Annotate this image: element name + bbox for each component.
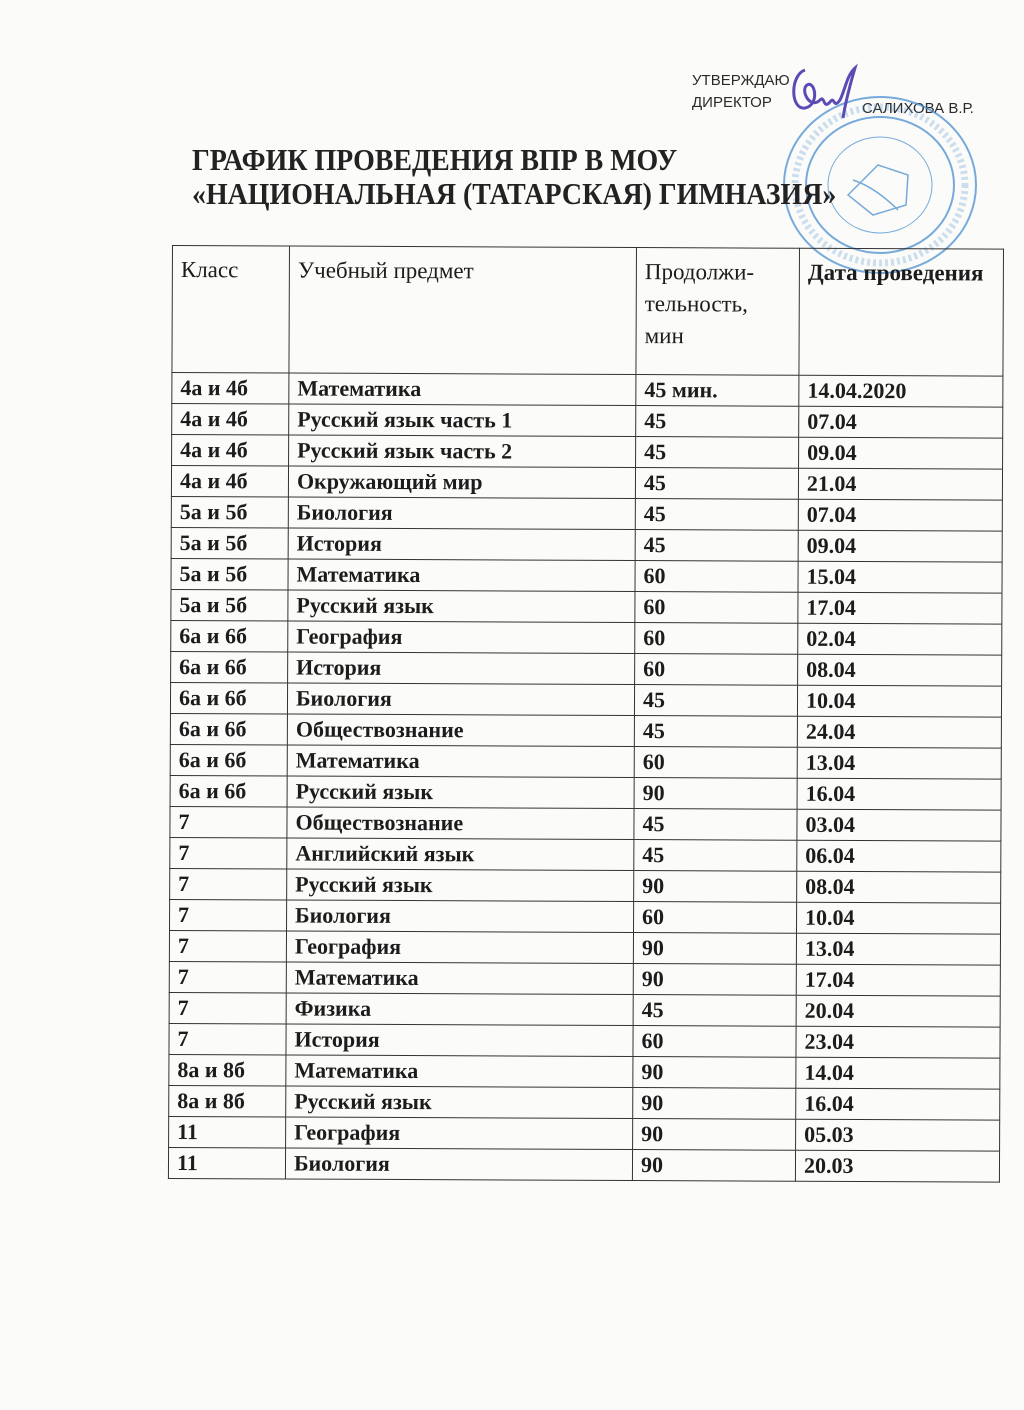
- date-cell: 10.04: [797, 685, 1001, 717]
- subject-cell: Биология: [287, 683, 634, 716]
- table-row: [170, 713, 1001, 748]
- table-row: [168, 1147, 999, 1182]
- duration-cell: 45: [634, 809, 797, 841]
- table-row: [172, 404, 1003, 439]
- class-cell: 6а и 6б: [170, 713, 287, 745]
- date-cell: 13.04: [796, 933, 1000, 965]
- duration-cell: 90: [633, 1088, 796, 1120]
- title-line-1: ГРАФИК ПРОВЕДЕНИЯ ВПР В МОУ: [192, 142, 678, 177]
- subject-cell: Биология: [287, 900, 634, 933]
- table-row: [169, 1054, 1000, 1089]
- header-subject: Учебный предмет: [289, 246, 637, 375]
- date-cell: 09.04: [798, 530, 1002, 562]
- duration-cell: 60: [635, 592, 798, 624]
- subject-cell: Биология: [285, 1148, 632, 1181]
- duration-cell: 90: [633, 1057, 796, 1089]
- table-row: [171, 589, 1002, 624]
- class-cell: 6а и 6б: [170, 775, 287, 807]
- subject-cell: Русский язык: [287, 869, 634, 902]
- subject-cell: Русский язык часть 1: [289, 404, 636, 437]
- duration-cell: 60: [634, 902, 797, 934]
- date-cell: 20.03: [795, 1150, 999, 1182]
- subject-cell: История: [288, 652, 635, 685]
- table-row: [172, 435, 1003, 470]
- table-row: [170, 868, 1001, 903]
- date-cell: 24.04: [797, 716, 1001, 748]
- subject-cell: География: [286, 1117, 633, 1150]
- header-date: Дата проведения: [799, 248, 1004, 376]
- date-cell: 05.03: [796, 1119, 1000, 1151]
- class-cell: 7: [169, 992, 286, 1024]
- duration-cell: 90: [634, 778, 797, 810]
- table-row: [171, 620, 1002, 655]
- director-name: САЛИХОВА В.Р.: [862, 100, 974, 117]
- duration-cell: 60: [633, 1026, 796, 1058]
- date-cell: 16.04: [796, 1088, 1000, 1120]
- table-row: [169, 1023, 1000, 1058]
- schedule-table: [168, 245, 1004, 1183]
- subject-cell: Математика: [289, 373, 636, 406]
- subject-cell: Русский язык: [287, 776, 634, 809]
- class-cell: 7: [170, 868, 287, 900]
- table-row: [171, 527, 1002, 562]
- duration-cell: 45: [634, 840, 797, 872]
- duration-cell: 90: [632, 1150, 795, 1182]
- class-cell: 7: [170, 899, 287, 931]
- table-row: [169, 930, 1000, 965]
- class-cell: 4а и 4б: [171, 466, 288, 498]
- subject-cell: История: [286, 1024, 633, 1057]
- header-duration: Продолжи-тельность, мин: [636, 248, 800, 376]
- duration-cell: 45: [634, 716, 797, 748]
- date-cell: 23.04: [796, 1026, 1000, 1058]
- date-cell: 07.04: [799, 406, 1003, 438]
- approval-label: УТВЕРЖДАЮ: [692, 72, 790, 89]
- subject-cell: Физика: [286, 993, 633, 1026]
- subject-cell: Русский язык: [286, 1086, 633, 1119]
- date-cell: 02.04: [798, 623, 1002, 655]
- subject-cell: Русский язык часть 2: [289, 435, 636, 468]
- duration-cell: 45: [636, 437, 799, 469]
- date-cell: 16.04: [797, 778, 1001, 810]
- table-row: [170, 682, 1001, 717]
- table-row: [170, 744, 1001, 779]
- duration-cell: 45: [636, 406, 799, 438]
- date-cell: 10.04: [797, 902, 1001, 934]
- subject-cell: География: [288, 621, 635, 654]
- class-cell: 8а и 8б: [169, 1085, 286, 1117]
- table-row: [172, 373, 1003, 408]
- subject-cell: Математика: [288, 559, 635, 592]
- table-row: [170, 806, 1001, 841]
- class-cell: 6а и 6б: [171, 620, 288, 652]
- subject-cell: История: [288, 528, 635, 561]
- subject-cell: Обществознание: [287, 714, 634, 747]
- class-cell: 7: [169, 961, 286, 993]
- subject-cell: Математика: [286, 962, 633, 995]
- duration-cell: 45: [633, 995, 796, 1027]
- date-cell: 21.04: [798, 468, 1002, 500]
- duration-cell: 60: [635, 654, 798, 686]
- table-row: [171, 496, 1002, 531]
- class-cell: 6а и 6б: [170, 682, 287, 714]
- class-cell: 11: [169, 1116, 286, 1148]
- date-cell: 08.04: [797, 871, 1001, 903]
- header-class: Класс: [172, 246, 290, 374]
- subject-cell: Окружающий мир: [288, 466, 635, 499]
- class-cell: 7: [170, 837, 287, 869]
- duration-cell: 90: [633, 933, 796, 965]
- table-row: [169, 961, 1000, 996]
- table-row: [170, 899, 1001, 934]
- date-cell: 09.04: [799, 437, 1003, 469]
- approval-block: [692, 70, 974, 117]
- table-row: [169, 1085, 1000, 1120]
- table-row: [169, 992, 1000, 1027]
- title-line-2: «НАЦИОНАЛЬНАЯ (ТАТАРСКАЯ) ГИМНАЗИЯ»: [192, 176, 837, 211]
- header-row: [172, 246, 1004, 377]
- class-cell: 8а и 8б: [169, 1054, 286, 1086]
- date-cell: 07.04: [798, 499, 1002, 531]
- subject-cell: Математика: [286, 1055, 633, 1088]
- duration-cell: 60: [635, 561, 798, 593]
- table-row: [170, 775, 1001, 810]
- subject-cell: География: [286, 931, 633, 964]
- class-cell: 6а и 6б: [171, 651, 288, 683]
- date-cell: 08.04: [798, 654, 1002, 686]
- signature: [785, 60, 865, 120]
- duration-cell: 60: [634, 747, 797, 779]
- table-row: [170, 837, 1001, 872]
- table-row: [169, 1116, 1000, 1151]
- class-cell: 5а и 5б: [171, 527, 288, 559]
- date-cell: 15.04: [798, 561, 1002, 593]
- class-cell: 4а и 4б: [172, 404, 289, 436]
- director-label: ДИРЕКТОР: [692, 94, 772, 111]
- duration-cell: 90: [633, 1119, 796, 1151]
- class-cell: 7: [170, 806, 287, 838]
- class-cell: 4а и 4б: [172, 373, 289, 405]
- date-cell: 14.04.2020: [799, 375, 1003, 407]
- subject-cell: Биология: [288, 497, 635, 530]
- class-cell: 5а и 5б: [171, 589, 288, 621]
- class-cell: 5а и 5б: [171, 496, 288, 528]
- date-cell: 17.04: [798, 592, 1002, 624]
- date-cell: 06.04: [797, 840, 1001, 872]
- duration-cell: 45: [635, 499, 798, 531]
- date-cell: 14.04: [796, 1057, 1000, 1089]
- date-cell: 17.04: [796, 964, 1000, 996]
- subject-cell: Обществознание: [287, 807, 634, 840]
- date-cell: 20.04: [796, 995, 1000, 1027]
- duration-cell: 45: [635, 468, 798, 500]
- subject-cell: Английский язык: [287, 838, 634, 871]
- class-cell: 7: [169, 930, 286, 962]
- duration-cell: 90: [633, 964, 796, 996]
- class-cell: 5а и 5б: [171, 558, 288, 590]
- table-row: [171, 651, 1002, 686]
- duration-cell: 45: [634, 685, 797, 717]
- subject-cell: Русский язык: [288, 590, 635, 623]
- duration-cell: 60: [635, 623, 798, 655]
- table-row: [171, 466, 1002, 501]
- subject-cell: Математика: [287, 745, 634, 778]
- duration-cell: 90: [634, 871, 797, 903]
- duration-cell: 45: [635, 530, 798, 562]
- class-cell: 4а и 4б: [172, 435, 289, 467]
- duration-cell: 45 мин.: [636, 375, 799, 407]
- class-cell: 6а и 6б: [170, 744, 287, 776]
- page-title: [192, 143, 836, 211]
- date-cell: 03.04: [797, 809, 1001, 841]
- class-cell: 11: [168, 1147, 285, 1179]
- class-cell: 7: [169, 1023, 286, 1055]
- table-row: [171, 558, 1002, 593]
- date-cell: 13.04: [797, 747, 1001, 779]
